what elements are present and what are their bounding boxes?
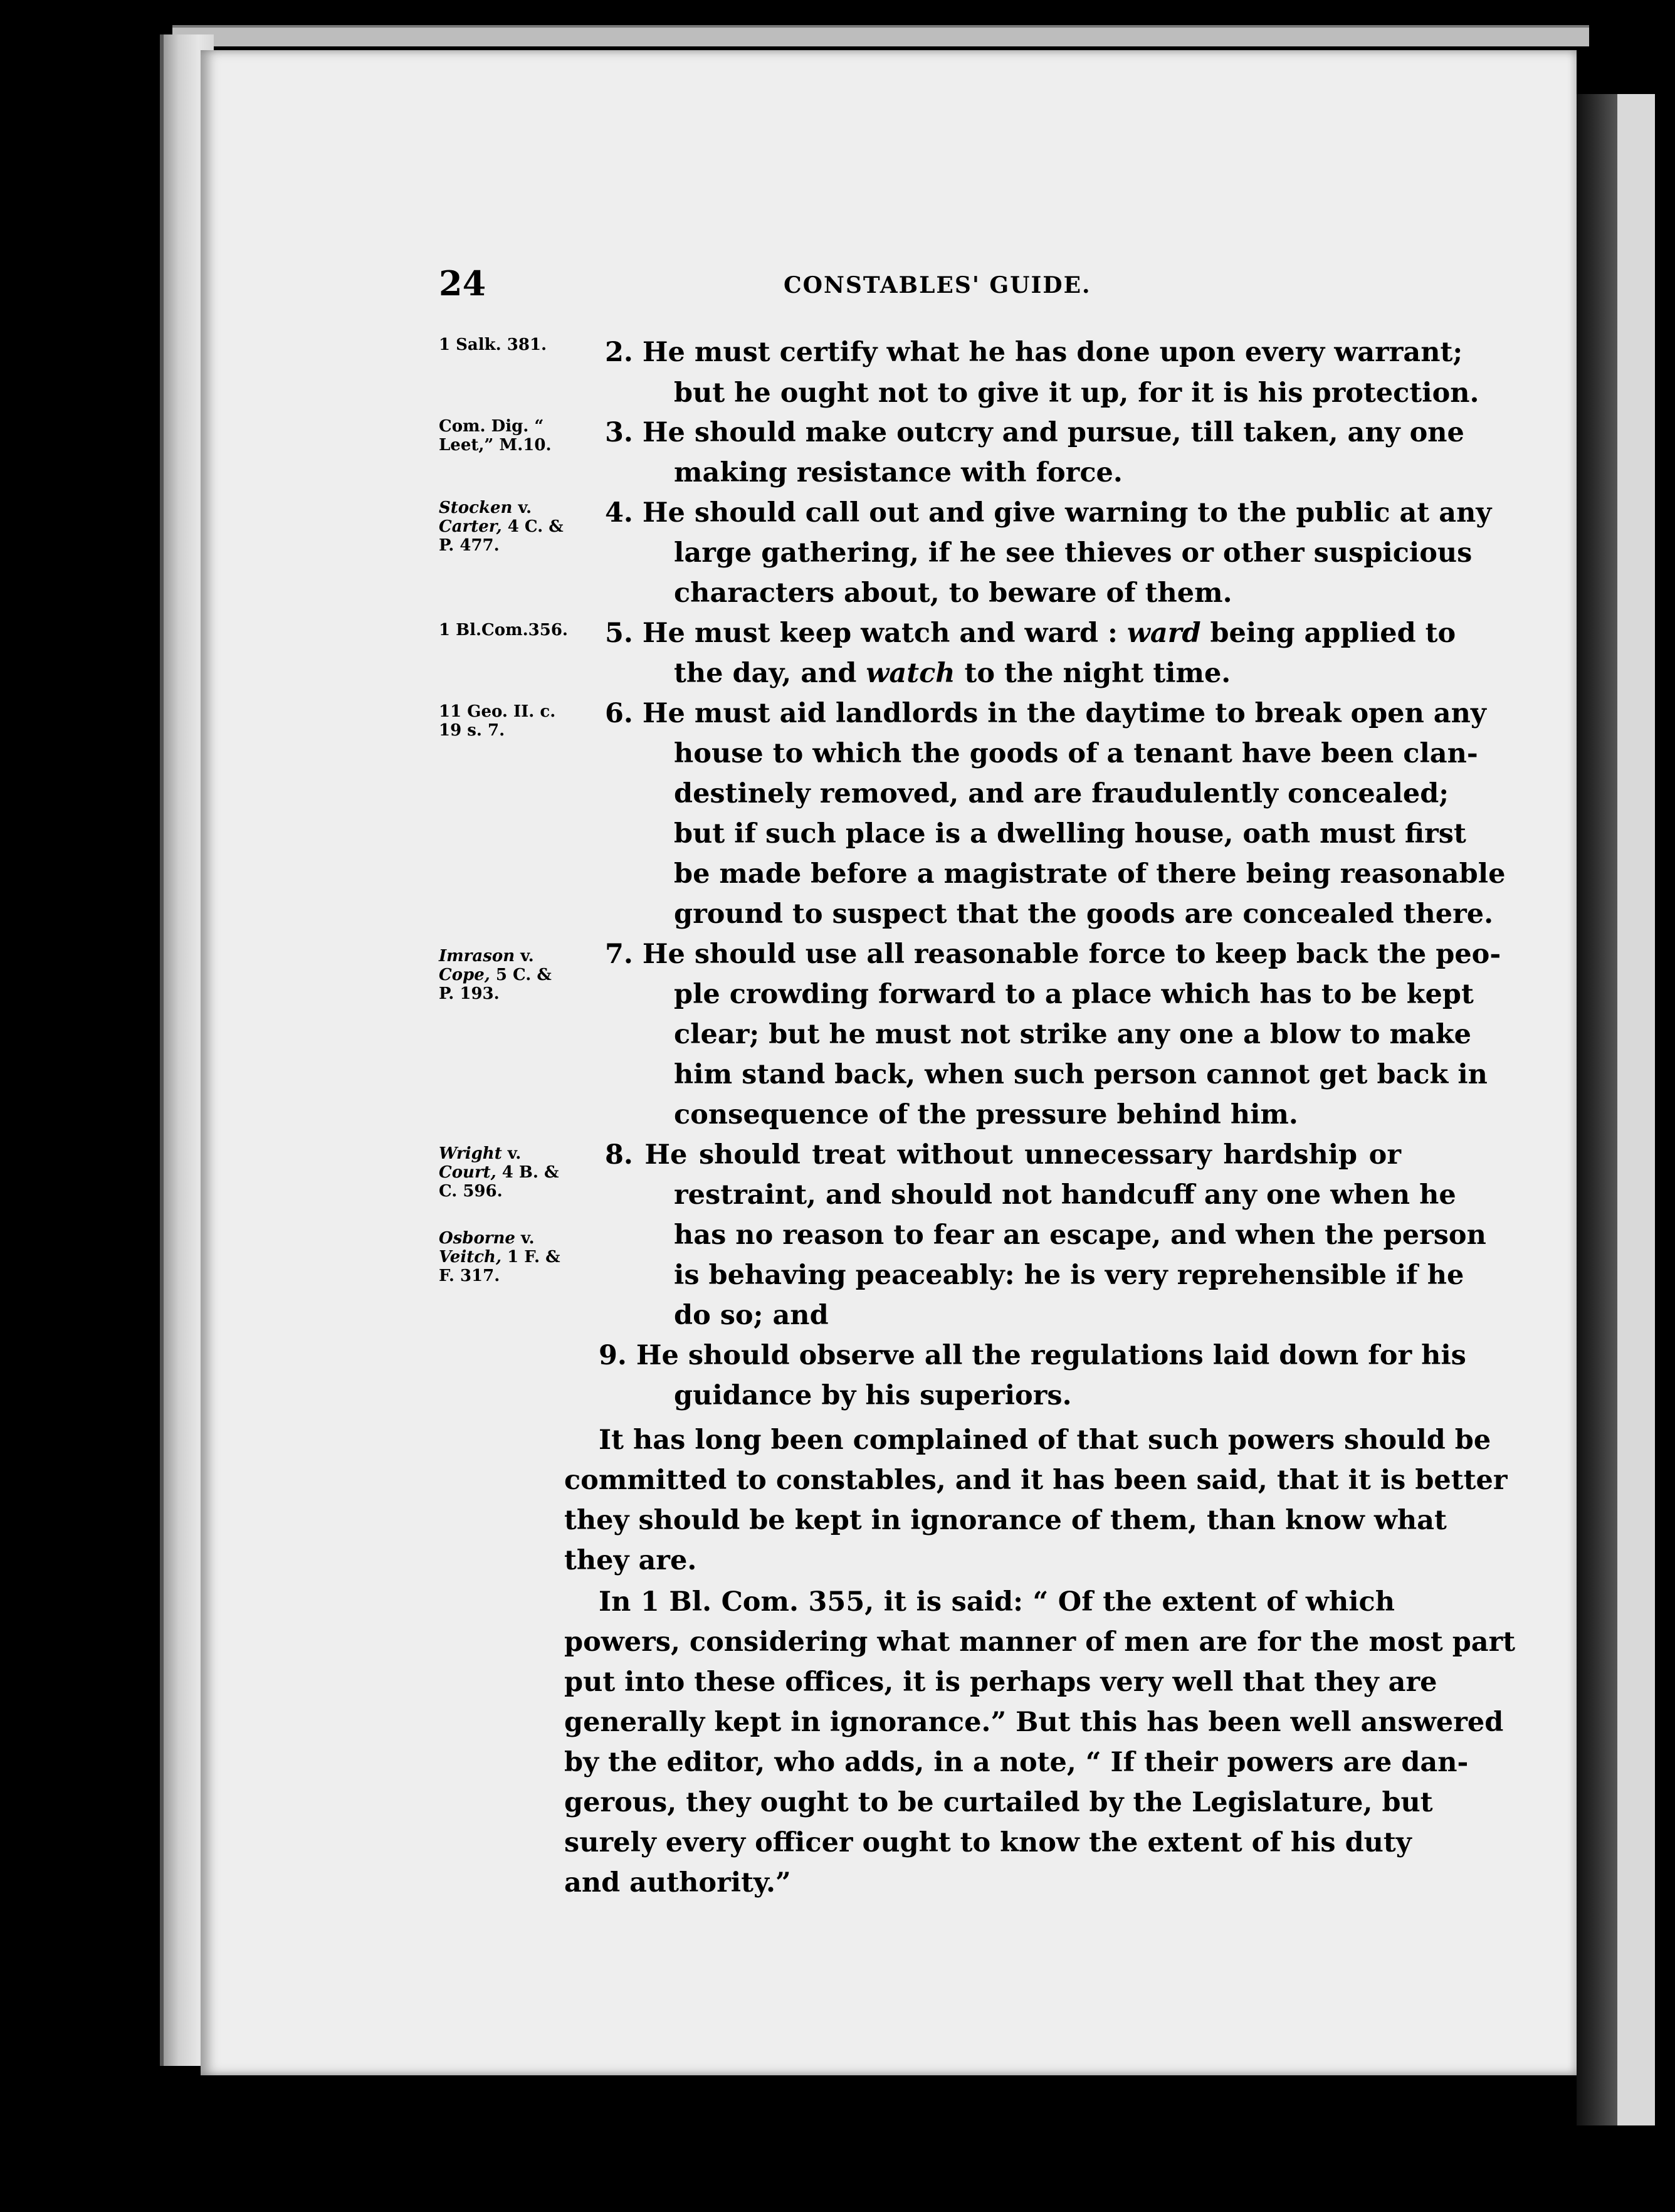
text-line: 4. He should call out and give warning to the public at any: [605, 497, 1492, 529]
text-line: generally kept in ignorance.” But this has been well answered: [564, 1707, 1504, 1738]
page-edge-stack: [172, 25, 1589, 46]
text-line: do so; and: [674, 1300, 829, 1331]
margin-note: Imrason v. Cope, 5 C. & P. 193.: [439, 947, 552, 1003]
text-line: committed to constables, and it has been said, that it is better: [564, 1465, 1508, 1496]
facing-page-edge: [1617, 94, 1655, 2125]
margin-note: Com. Dig. “ Leet,” M.10.: [439, 417, 552, 455]
text-line: clear; but he must not strike any one a blow to make: [674, 1019, 1472, 1050]
text-line: 6. He must aid landlords in the daytime to break open any: [605, 698, 1486, 729]
text-line: 9. He should observe all the regulations laid down for his: [599, 1340, 1466, 1371]
binding-shadow: [1577, 94, 1617, 2125]
text-line: guidance by his superiors.: [674, 1380, 1072, 1411]
text-line: 7. He should use all reasonable force to keep back the peo-: [605, 939, 1501, 970]
text-line: consequence of the pressure behind him.: [674, 1099, 1298, 1130]
page-number: 24: [439, 263, 486, 303]
text-line: restraint, and should not handcuff any one when he: [674, 1179, 1456, 1211]
text-line: by the editor, who adds, in a note, “ If their powers are dan-: [564, 1747, 1469, 1778]
running-title: CONSTABLES' GUIDE.: [784, 272, 1091, 298]
margin-note: Stocken v. Carter, 4 C. & P. 477.: [439, 498, 564, 555]
text-line: It has long been complained of that such powers should be: [599, 1425, 1491, 1456]
text-line: surely every officer ought to know the extent of his duty: [564, 1827, 1412, 1858]
page-header: [439, 263, 1404, 307]
margin-note: Wright v. Court, 4 B. & C. 596.: [439, 1144, 559, 1201]
text-line: making resistance with force.: [674, 457, 1123, 488]
margin-note: Osborne v. Veitch, 1 F. & F. 317.: [439, 1229, 560, 1285]
text-line: 8. He should treat without unnecessary hardship or: [605, 1139, 1401, 1171]
text-line: but he ought not to give it up, for it is his protection.: [674, 377, 1479, 409]
text-line: house to which the goods of a tenant have been clan-: [674, 738, 1478, 769]
text-line: 5. He must keep watch and ward : ward being applied to: [605, 618, 1456, 649]
text-line: the day, and watch to the night time.: [674, 658, 1231, 689]
text-line: ple crowding forward to a place which has to be kept: [674, 979, 1474, 1010]
margin-note: 1 Bl.Com.356.: [439, 621, 568, 640]
text-line: be made before a magistrate of there being reasonable: [674, 858, 1506, 890]
text-line: is behaving peaceably: he is very reprehensible if he: [674, 1260, 1464, 1291]
text-line: 3. He should make outcry and pursue, till taken, any one: [605, 417, 1464, 448]
text-line: destinely removed, and are fraudulently concealed;: [674, 778, 1449, 809]
margin-note: 11 Geo. II. c. 19 s. 7.: [439, 702, 556, 740]
text-line: 2. He must certify what he has done upon every warrant;: [605, 337, 1463, 368]
text-line: In 1 Bl. Com. 355, it is said: “ Of the extent of which: [599, 1586, 1395, 1618]
text-line: but if such place is a dwelling house, oath must first: [674, 818, 1466, 850]
text-line: powers, considering what manner of men are for the most part: [564, 1626, 1516, 1658]
text-line: ground to suspect that the goods are concealed there.: [674, 898, 1494, 930]
margin-note: 1 Salk. 381.: [439, 335, 547, 354]
text-line: put into these offices, it is perhaps very well that they are: [564, 1667, 1437, 1698]
text-line: has no reason to fear an escape, and when the person: [674, 1219, 1486, 1251]
text-line: him stand back, when such person cannot get back in: [674, 1059, 1488, 1090]
text-line: they should be kept in ignorance of them, than know what: [564, 1505, 1447, 1536]
text-line: and authority.”: [564, 1867, 791, 1899]
text-line: large gathering, if he see thieves or other suspicious: [674, 537, 1473, 569]
text-line: they are.: [564, 1545, 697, 1576]
text-line: gerous, they ought to be curtailed by the Legislature, but: [564, 1787, 1433, 1818]
text-line: characters about, to beware of them.: [674, 577, 1232, 609]
